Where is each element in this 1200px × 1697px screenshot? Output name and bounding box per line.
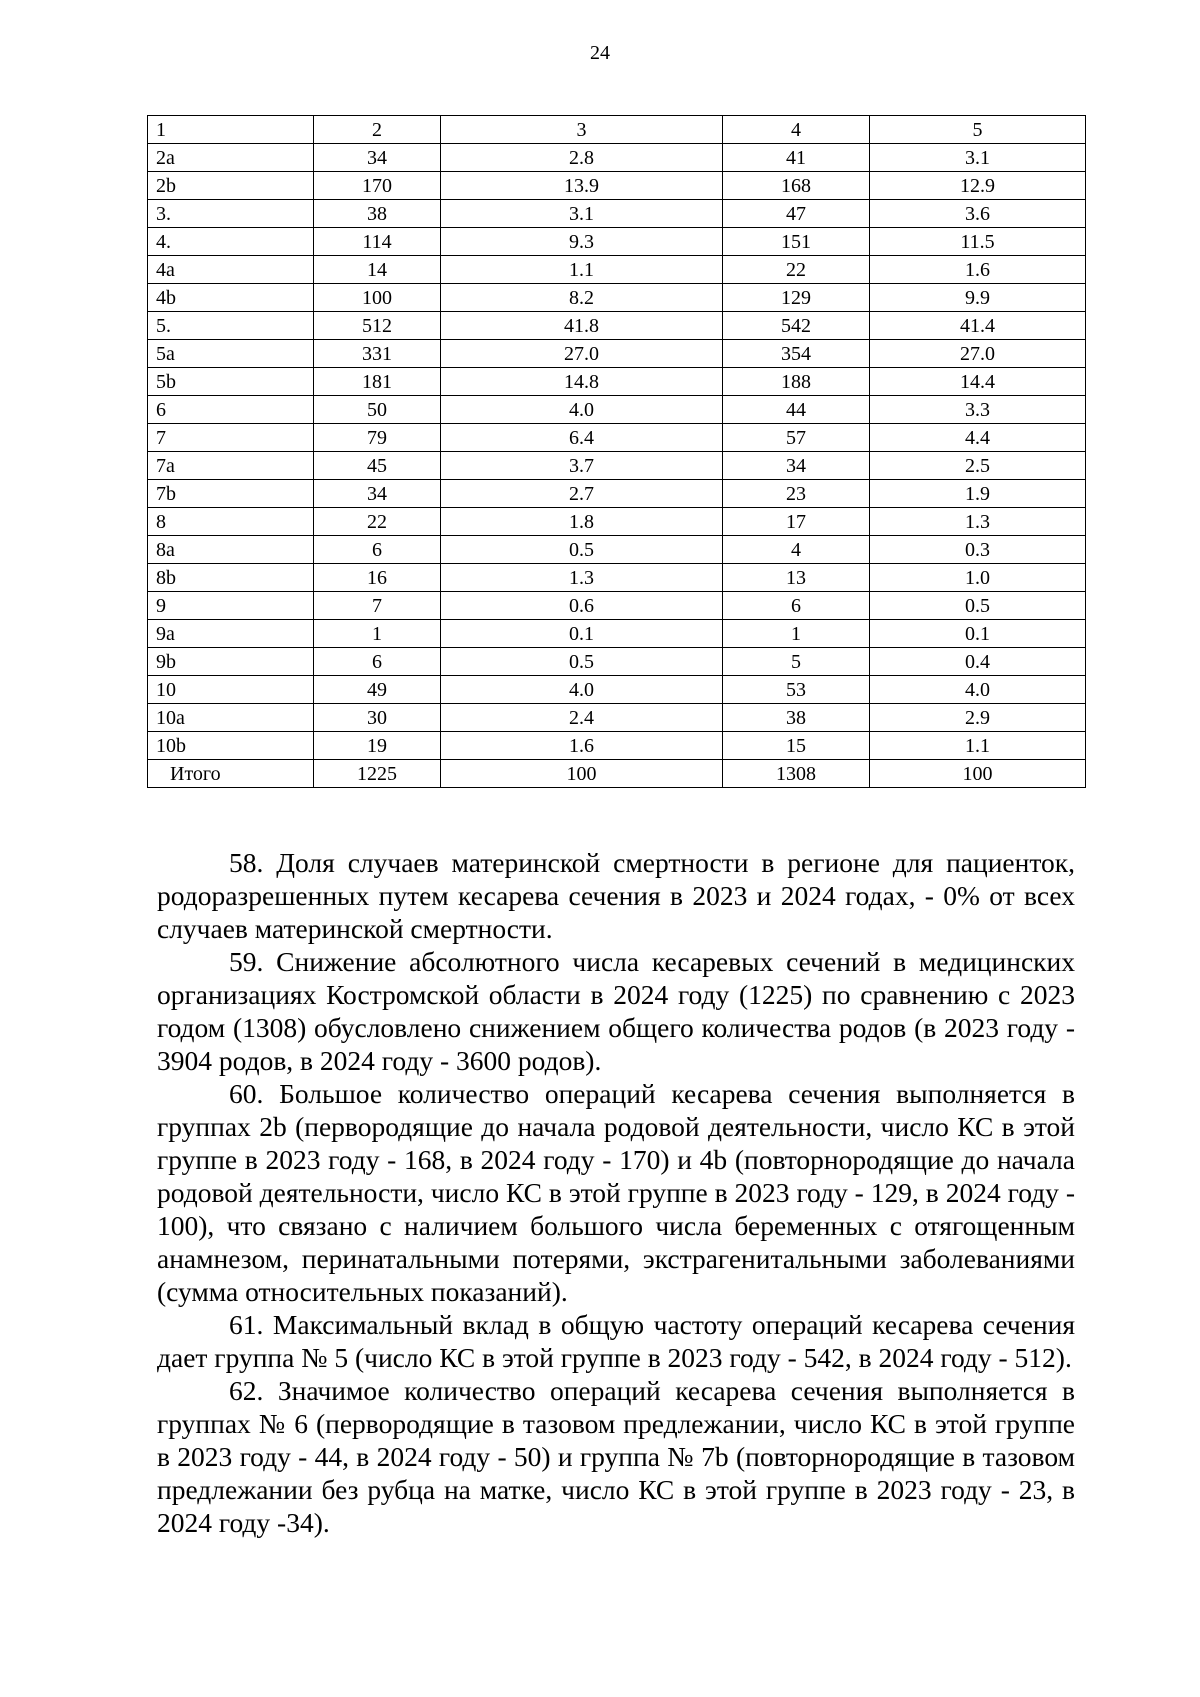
table-cell-col4: 6	[723, 592, 870, 620]
table-header-row	[148, 116, 1086, 144]
table-cell-col2: 181	[314, 368, 441, 396]
table-cell-col4: 4	[723, 536, 870, 564]
table-cell-col2: 100	[314, 284, 441, 312]
table-cell-col2: 49	[314, 676, 441, 704]
table-cell-col4: 38	[723, 704, 870, 732]
table-cell-col4: 44	[723, 396, 870, 424]
table-row	[148, 368, 1086, 396]
table-cell-col2: 170	[314, 172, 441, 200]
table-row	[148, 508, 1086, 536]
table-row	[148, 592, 1086, 620]
table-cell-col5: 2.5	[870, 452, 1086, 480]
table-cell-col3: 0.5	[441, 648, 723, 676]
table-cell-col3: 2.4	[441, 704, 723, 732]
table-cell-col1: 4.	[148, 228, 314, 256]
table-cell-col3: 27.0	[441, 340, 723, 368]
table-cell-col5: 0.5	[870, 592, 1086, 620]
table-cell-col1: 10b	[148, 732, 314, 760]
table-cell-col3: 8.2	[441, 284, 723, 312]
table-cell-col3: 3.7	[441, 452, 723, 480]
paragraph-60: 60. Большое количество операций кесарева сечения выполняется в группах 2b (первородящие до начала родовой деятельности, число КС в этой группе в 2023 году - 168, в 2024 году - 170) и 4b (повторнородящие до начала родовой деятельности, число КС в этой группе в 2023 году - 129, в 2024 году - 100), что связано с наличием большого числа беременных с отягощенным анамнезом, перинатальными потерями, экстрагенитальными заболеваниями (сумма относительных показаний).	[157, 1078, 1075, 1307]
table-row	[148, 564, 1086, 592]
paragraph-59: 59. Снижение абсолютного числа кесаревых сечений в медицинских организациях Костромской области в 2024 году (1225) по сравнению с 2023 годом (1308) обусловлено снижением общего количества родов (в 2023 году - 3904 родов, в 2024 году - 3600 родов).	[157, 946, 1075, 1076]
table-cell-col4: 17	[723, 508, 870, 536]
table-row	[148, 676, 1086, 704]
table-cell-col1: 9b	[148, 648, 314, 676]
table-cell-col1: 7b	[148, 480, 314, 508]
table-cell-col5: 100	[870, 760, 1086, 788]
table-row	[148, 312, 1086, 340]
table-cell-col5: 3.6	[870, 200, 1086, 228]
table-cell-col1: 9	[148, 592, 314, 620]
table-cell-col1: 10	[148, 676, 314, 704]
table-cell-col5: 3.1	[870, 144, 1086, 172]
table-row	[148, 200, 1086, 228]
table-cell-col4: 1308	[723, 760, 870, 788]
table-cell-col3: 100	[441, 760, 723, 788]
table-cell-col5: 27.0	[870, 340, 1086, 368]
table-cell-col5: 0.4	[870, 648, 1086, 676]
table-cell-col4: 15	[723, 732, 870, 760]
table-cell-col5: 5	[870, 116, 1086, 144]
table-row	[148, 620, 1086, 648]
table-row	[148, 228, 1086, 256]
table-cell-col1: 8b	[148, 564, 314, 592]
table-cell-col3: 3	[441, 116, 723, 144]
table-cell-col5: 9.9	[870, 284, 1086, 312]
table-row	[148, 424, 1086, 452]
paragraph-58: 58. Доля случаев материнской смертности в регионе для пациенток, родоразрешенных путем кесарева сечения в 2023 и 2024 годах, - 0% от всех случаев материнской смертности.	[157, 847, 1075, 944]
table-cell-col3: 13.9	[441, 172, 723, 200]
table-cell-col1: 6	[148, 396, 314, 424]
table-cell-col4: 5	[723, 648, 870, 676]
table-cell-col2: 79	[314, 424, 441, 452]
table-cell-col4: 354	[723, 340, 870, 368]
table-cell-col1: 5b	[148, 368, 314, 396]
table-cell-col5: 1.3	[870, 508, 1086, 536]
table-cell-col4: 188	[723, 368, 870, 396]
table-cell-col2: 1225	[314, 760, 441, 788]
table-cell-col1: 5a	[148, 340, 314, 368]
body-text	[157, 846, 1075, 1539]
table-cell-col1: 5.	[148, 312, 314, 340]
table-cell-col3: 0.1	[441, 620, 723, 648]
table-cell-col5: 0.3	[870, 536, 1086, 564]
table-cell-col1: Итого	[148, 760, 314, 788]
table-cell-col3: 4.0	[441, 396, 723, 424]
table-row	[148, 340, 1086, 368]
table-cell-col4: 1	[723, 620, 870, 648]
table-cell-col5: 1.9	[870, 480, 1086, 508]
table-cell-col2: 6	[314, 648, 441, 676]
table-cell-col3: 3.1	[441, 200, 723, 228]
table-cell-col1: 1	[148, 116, 314, 144]
table-cell-col3: 0.5	[441, 536, 723, 564]
table-cell-col5: 0.1	[870, 620, 1086, 648]
table-cell-col1: 4a	[148, 256, 314, 284]
table-cell-col4: 41	[723, 144, 870, 172]
table-cell-col4: 34	[723, 452, 870, 480]
table-cell-col2: 331	[314, 340, 441, 368]
table-cell-col5: 1.0	[870, 564, 1086, 592]
table-cell-col3: 0.6	[441, 592, 723, 620]
table-cell-col2: 16	[314, 564, 441, 592]
table-cell-col2: 6	[314, 536, 441, 564]
table-cell-col5: 2.9	[870, 704, 1086, 732]
table-row	[148, 172, 1086, 200]
table-cell-col3: 1.1	[441, 256, 723, 284]
table-cell-col1: 10a	[148, 704, 314, 732]
paragraph-61: 61. Максимальный вклад в общую частоту операций кесарева сечения дает группа № 5 (число КС в этой группе в 2023 году - 542, в 2024 году - 512).	[157, 1309, 1075, 1373]
table-cell-col2: 22	[314, 508, 441, 536]
table-cell-col2: 1	[314, 620, 441, 648]
table-cell-col2: 19	[314, 732, 441, 760]
table-cell-col5: 4.0	[870, 676, 1086, 704]
table-cell-col4: 168	[723, 172, 870, 200]
table-cell-col2: 30	[314, 704, 441, 732]
table-cell-col2: 45	[314, 452, 441, 480]
table-cell-col1: 4b	[148, 284, 314, 312]
table-cell-col4: 47	[723, 200, 870, 228]
paragraph-62: 62. Значимое количество операций кесарева сечения выполняется в группах № 6 (первородящие в тазовом предлежании, число КС в этой группе в 2023 году - 44, в 2024 году - 50) и группа № 7b (повторнородящие в тазовом предлежании без рубца на матке, число КС в этой группе в 2023 году - 23, в 2024 году -34).	[157, 1375, 1075, 1538]
table-cell-col5: 3.3	[870, 396, 1086, 424]
table-row	[148, 144, 1086, 172]
table-cell-col1: 3.	[148, 200, 314, 228]
page-number: 24	[590, 42, 610, 64]
table-cell-col2: 14	[314, 256, 441, 284]
table-cell-col5: 14.4	[870, 368, 1086, 396]
table-cell-col1: 8a	[148, 536, 314, 564]
table-cell-col1: 9a	[148, 620, 314, 648]
table-cell-col4: 53	[723, 676, 870, 704]
table-cell-col5: 12.9	[870, 172, 1086, 200]
table-row	[148, 452, 1086, 480]
table-row	[148, 480, 1086, 508]
table-cell-col4: 129	[723, 284, 870, 312]
table-cell-col1: 2a	[148, 144, 314, 172]
table-cell-col3: 6.4	[441, 424, 723, 452]
table-cell-col3: 1.3	[441, 564, 723, 592]
table-cell-col4: 22	[723, 256, 870, 284]
table-cell-col5: 4.4	[870, 424, 1086, 452]
table-row	[148, 256, 1086, 284]
table-row	[148, 704, 1086, 732]
table-cell-col3: 4.0	[441, 676, 723, 704]
table-cell-col4: 151	[723, 228, 870, 256]
table-cell-col2: 34	[314, 144, 441, 172]
table-cell-col3: 9.3	[441, 228, 723, 256]
table-row	[148, 648, 1086, 676]
table-cell-col4: 57	[723, 424, 870, 452]
table-row	[148, 732, 1086, 760]
table-cell-col2: 512	[314, 312, 441, 340]
table-cell-col1: 7a	[148, 452, 314, 480]
table-cell-col2: 34	[314, 480, 441, 508]
table-cell-col2: 2	[314, 116, 441, 144]
table-cell-col3: 1.6	[441, 732, 723, 760]
table-total-row	[148, 760, 1086, 788]
table-cell-col3: 14.8	[441, 368, 723, 396]
table-cell-col5: 41.4	[870, 312, 1086, 340]
table-cell-col4: 4	[723, 116, 870, 144]
table-row	[148, 396, 1086, 424]
table-cell-col3: 2.8	[441, 144, 723, 172]
table-row	[148, 284, 1086, 312]
table-cell-col2: 50	[314, 396, 441, 424]
table-cell-col1: 2b	[148, 172, 314, 200]
table-cell-col3: 2.7	[441, 480, 723, 508]
table-cell-col1: 8	[148, 508, 314, 536]
table-cell-col4: 542	[723, 312, 870, 340]
table-cell-col2: 38	[314, 200, 441, 228]
table-cell-col3: 41.8	[441, 312, 723, 340]
table-cell-col2: 114	[314, 228, 441, 256]
table-cell-col4: 13	[723, 564, 870, 592]
table-cell-col4: 23	[723, 480, 870, 508]
table-cell-col3: 1.8	[441, 508, 723, 536]
table-cell-col5: 1.1	[870, 732, 1086, 760]
table-row	[148, 536, 1086, 564]
table-cell-col5: 1.6	[870, 256, 1086, 284]
statistics-table	[147, 115, 1086, 788]
table-cell-col5: 11.5	[870, 228, 1086, 256]
table-cell-col1: 7	[148, 424, 314, 452]
table-cell-col2: 7	[314, 592, 441, 620]
